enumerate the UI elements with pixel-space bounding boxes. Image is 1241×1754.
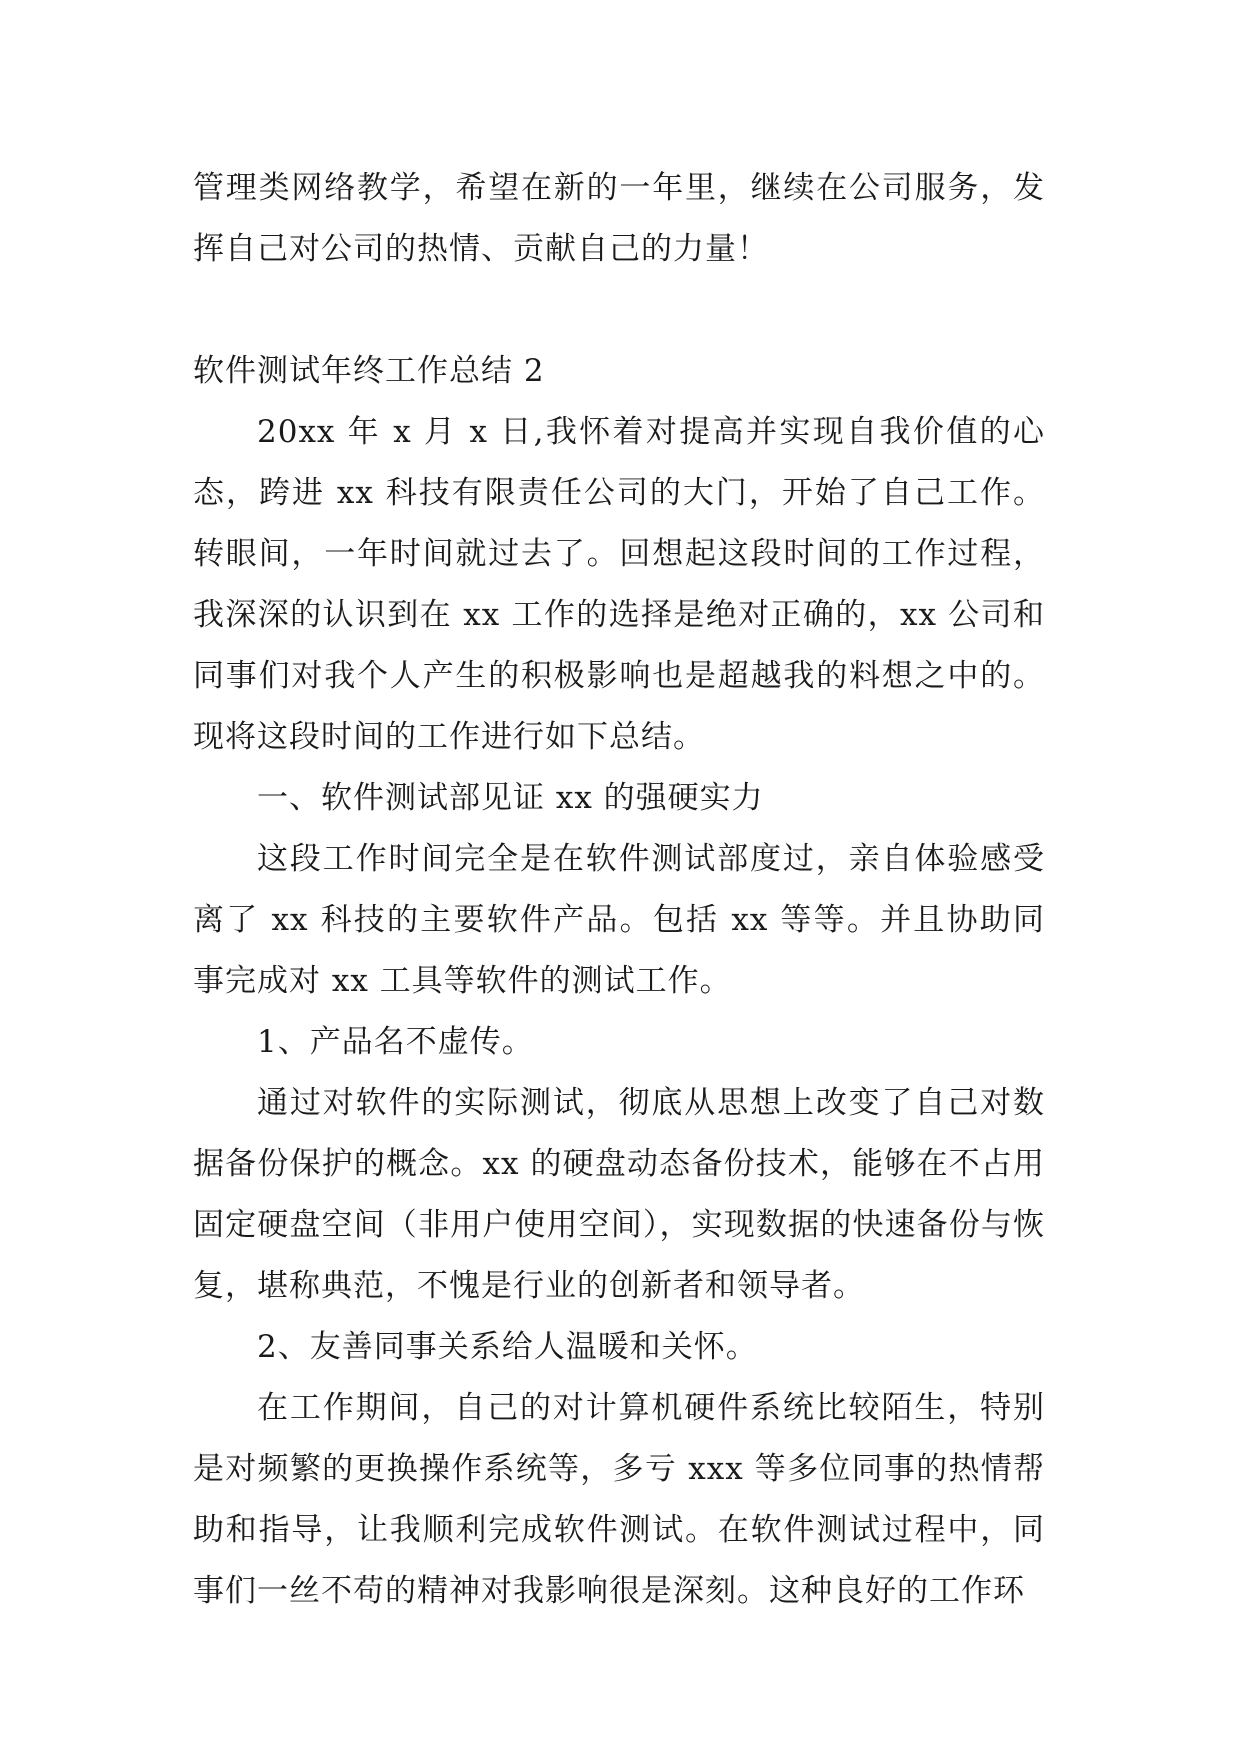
paragraph-closing: 管理类网络教学，希望在新的一年里，继续在公司服务，发挥自己对公司的热情、贡献自己的力量！ (193, 170, 1045, 267)
paragraph-intro: 20xx 年 x 月 x 日,我怀着对提高并实现自我价值的心态，跨进 xx 科技有限责任公司的大门，开始了自己工作。转眼间，一年时间就过去了。回想起这段时间的工作过程，我深深的认识到在 xx 工作的选择是绝对正确的，xx 公司和同事们对我个人产生的积极影响也是超越我的料想之中的。现将这段时间的工作进行如下总结。 (193, 414, 1045, 755)
paragraph-colleagues: 在工作期间，自己的对计算机硬件系统比较陌生，特别是对频繁的更换操作系统等，多亏 xxx 等多位同事的热情帮助和指导，让我顺利完成软件测试。在软件测试过程中，同事们一丝不苟的精神对我影响很是深刻。这种良好的工作环 (193, 1390, 1045, 1609)
paragraph-backup: 通过对软件的实际测试，彻底从思想上改变了自己对数据备份保护的概念。xx 的硬盘动态备份技术，能够在不占用固定硬盘空间（非用户使用空间），实现数据的快速备份与恢复，堪称典范，不愧是行业的创新者和领导者。 (193, 1085, 1045, 1304)
subheading-1: 一、软件测试部见证 xx 的强硬实力 (257, 780, 764, 816)
list-item-2: 2、友善同事关系给人温暖和关怀。 (257, 1329, 758, 1365)
paragraph-testing-dept: 这段工作时间完全是在软件测试部度过，亲自体验感受离了 xx 科技的主要软件产品。包括 xx 等等。并且协助同事完成对 xx 工具等软件的测试工作。 (193, 841, 1045, 999)
list-item-1: 1、产品名不虚传。 (257, 1024, 534, 1060)
section-title: 软件测试年终工作总结 2 (193, 353, 545, 389)
document-body (193, 158, 1045, 1622)
